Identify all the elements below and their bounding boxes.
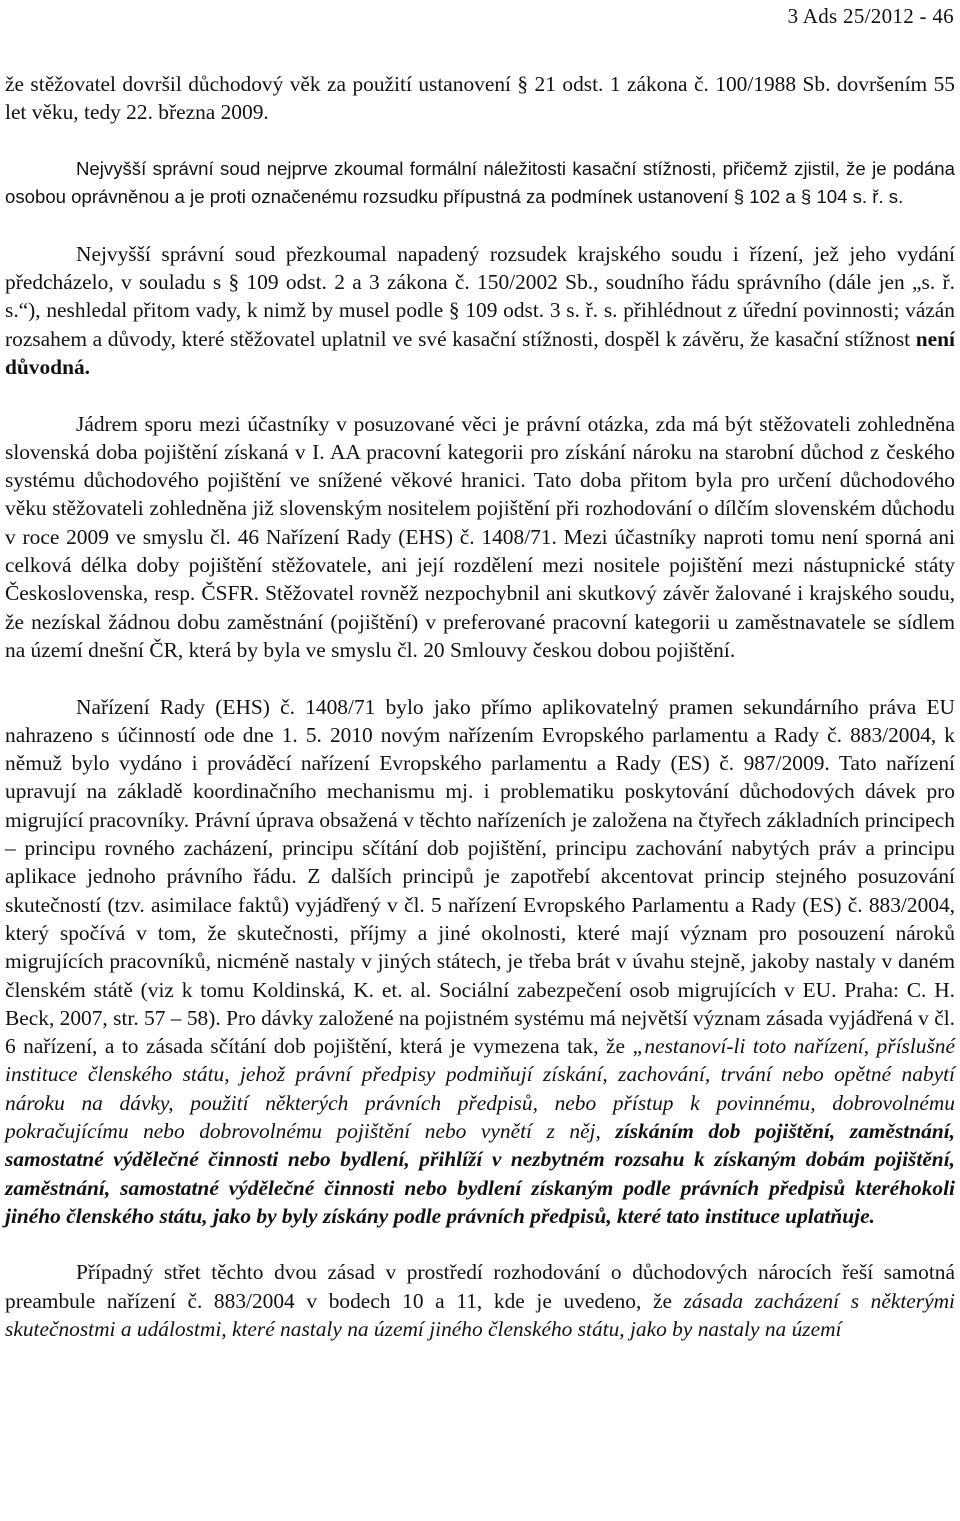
paragraph-review (5, 240, 955, 381)
document-body (5, 70, 955, 1343)
regulation-text: Nařízení Rady (EHS) č. 1408/71 bylo jako přímo aplikovatelný pramen sekundárního práva EU nahrazeno s účinností ode dne 1. 5. 2010 novým nařízením Evropského parlamentu a Rady č. 883/2004, k němuž bylo vydáno i prováděcí nařízení Evropského parlamentu a Rady (ES) č. 987/2009. Tato nařízení upravují na základě koordinačního mechanismu mj. i problematiku poskytování důchodových dávek pro migrující pracovníky. Právní úprava obsažená v těchto nařízeních je založena na čtyřech základních principech – principu rovného zacházení, principu sčítání dob pojištění, principu zachování nabytých práv a principu aplikace jednoho právního řádu. Z dalších principů je zapotřebí akcentovat princip stejného posuzování skutečností (tzv. asimilace faktů) vyjádřený v čl. 5 nařízení Evropského Parlamentu a Rady (ES) č. 883/2004, který spočívá v tom, že skutečnosti, příjmy a jiné okolnosti, které mají význam pro posouzení nároků migrujících pracovníků, nicméně nastaly v jiných státech, je třeba brát v úvahu stejně, jakoby nastaly v daném členském státě (viz k tomu Koldinská, K. et. al. Sociální zabezpečení osob migrujících v EU. Praha: C. H. Beck, 2007, str. 57 – 58). Pro dávky založené na pojistném systému má největší význam zásada vyjádřená v čl. 6 nařízení, a to zásada sčítání dob pojištění, která je vymezena tak, že (5, 694, 955, 1059)
review-text: Nejvyšší správní soud přezkoumal napadený rozsudek krajského soudu i řízení, jež jeho vydání předcházelo, v souladu s § 109 odst. 2 a 3 zákona č. 150/2002 Sb., soudního řádu správního (dále jen „s. ř. s.“), neshledal přitom vady, k nimž by musel podle § 109 odst. 3 s. ř. s. přihlédnout z úřední povinnosti; vázán rozsahem a důvody, které stěžovatel uplatnil ve své kasační stížnosti, dospěl k závěru, že kasační stížnost (5, 241, 955, 351)
paragraph-conflict (5, 1258, 955, 1343)
regulation-quote: „nestanoví-li toto nařízení, příslušné instituce členského státu, jehož právní předpisy podmiňují získání, zachování, trvání nebo opětné nabytí nároku na dávky, použití některých právních předpisů, nebo přístup k povinnému, dobrovolnému pokračujícímu nebo dobrovolnému pojištění nebo vynětí z něj, (5, 1034, 955, 1143)
case-number-header: 3 Ads 25/2012 - 46 (787, 4, 954, 28)
conflict-text: Případný střet těchto dvou zásad v prostředí rozhodování o důchodových nárocích řeší samotná preambule nařízení č. 883/2004 v bodech 10 a 11, kde je uvedeno, že (5, 1260, 955, 1313)
paragraph-retirement-age: že stěžovatel dovršil důchodový věk za použití ustanovení § 21 odst. 1 zákona č. 100/1988 Sb. dovršením 55 let věku, tedy 22. března 2009. (5, 72, 955, 125)
paragraph-regulation (5, 693, 955, 1231)
conflict-quote: zásada zacházení s některými skutečnostmi a událostmi, které nastaly na území jiného členského státu, jako by nastaly na území (5, 1288, 955, 1342)
paragraph-core-dispute: Jádrem sporu mezi účastníky v posuzované věci je právní otázka, zda má být stěžovateli zohledněna slovenská doba pojištění získaná v I. AA pracovní kategorii pro získání nároku na starobní důchod z českého systému důchodového pojištění ve snížené věkové hranici. Tato doba přitom byla pro určení důchodového věku stěžovateli zohledněna již slovenským nositelem pojištění při rozhodování o dílčím slovenském důchodu v roce 2009 ve smyslu čl. 46 Nařízení Rady (EHS) č. 1408/71. Mezi účastníky naproti tomu není sporná ani celková délka doby pojištění stěžovatele, ani její rozdělení mezi nositele pojištění mezi nástupnické státy Československa, resp. ČSFR. Stěžovatel rovněž nezpochybnil ani skutkový závěr žalované i krajského soudu, že nezískal žádnou dobu zaměstnání (pojištění) v preferované pracovní kategorii u zaměstnavatele se sídlem na území dnešní ČR, která by byla ve smyslu čl. 20 Smlouvy českou dobou pojištění. (5, 411, 955, 662)
paragraph-formal-requirements: Nejvyšší správní soud nejprve zkoumal formální náležitosti kasační stížnosti, přičemž zjistil, že je podána osobou oprávněnou a je proti označenému rozsudku přípustná za podmínek ustanovení § 102 a § 104 s. ř. s. (5, 157, 955, 208)
regulation-quote-emphasis: získáním dob pojištění, zaměstnání, samostatné výdělečné činnosti nebo bydlení, přihlíží v nezbytném rozsahu k získaným dobám pojištění, zaměstnání, samostatné výdělečné činnosti nebo bydlení získaným podle právních předpisů kteréhokoli jiného členského státu, jako by byly získány podle právních předpisů, které tato instituce uplatňuje. (5, 1118, 956, 1228)
verdict-not-justified: není důvodná. (5, 326, 955, 379)
